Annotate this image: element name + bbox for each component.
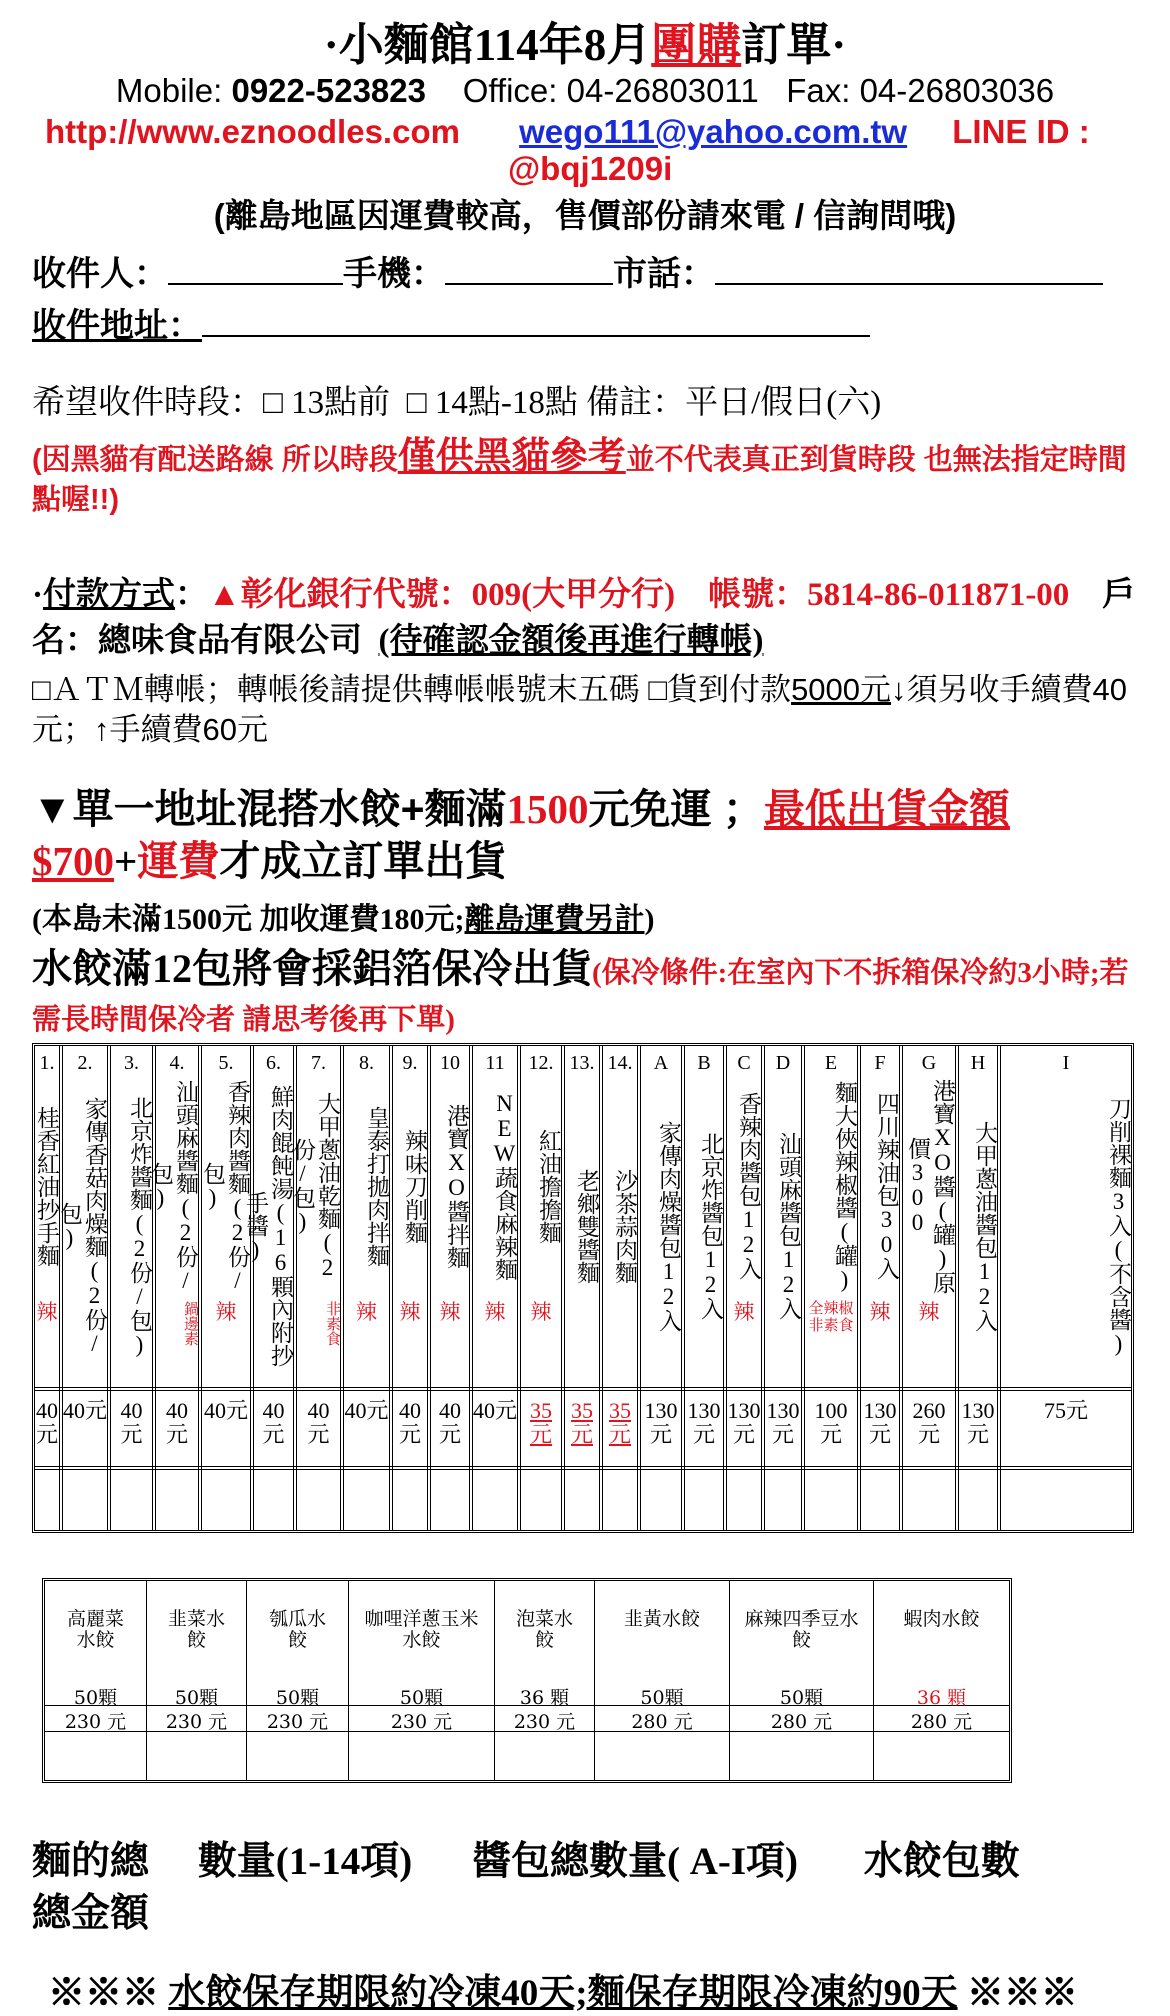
item-price: 40元 — [438, 1398, 461, 1447]
noodle-column — [641, 1046, 685, 1530]
dumpling-price: 230 元 — [513, 1711, 576, 1733]
quantity-cell[interactable] — [344, 1472, 389, 1532]
dumpling-price: 230 元 — [390, 1711, 453, 1733]
dumpling-column — [349, 1581, 495, 1780]
quantity-cell[interactable] — [393, 1472, 427, 1532]
island-fee: (本島未滿1500元 加收運費180元;離島運費另計) — [32, 903, 655, 936]
item-price: 130元 — [766, 1398, 800, 1447]
item-tag: 辣 — [439, 1300, 461, 1324]
recipient-field[interactable] — [168, 253, 343, 285]
item-price: 40元 — [473, 1398, 518, 1423]
dumpling-count: 36 顆 — [916, 1687, 967, 1709]
item-name: 汕頭麻醬麵(2份/包) — [148, 1079, 198, 1293]
quantity-cell[interactable] — [595, 1733, 729, 1781]
item-number: C — [737, 1052, 751, 1074]
item-tag: 全辣椒非素食 — [808, 1301, 854, 1334]
dumpling-column — [730, 1581, 874, 1780]
address-row: 收件地址： — [32, 298, 870, 347]
item-tag: 辣 — [36, 1300, 58, 1324]
page-title: ·小麵館114年8月團購訂單· — [323, 20, 847, 70]
dumpling-column — [247, 1581, 349, 1780]
island-note: (離島地區因運費較高，售價部份請來電 / 信詢問哦) — [213, 197, 957, 234]
item-tag: 辣 — [530, 1300, 552, 1324]
noodle-total-label: 麵的總 數量(1-14項) — [32, 1840, 413, 1883]
item-tag: 辣 — [399, 1300, 421, 1324]
item-price: 130元 — [863, 1398, 897, 1447]
quantity-cell[interactable] — [431, 1472, 469, 1532]
quantity-cell[interactable] — [111, 1472, 152, 1532]
quantity-cell[interactable] — [765, 1472, 801, 1532]
dumpling-count: 50顆 — [275, 1687, 320, 1709]
quantity-cell[interactable] — [349, 1733, 494, 1781]
foil-note: 水餃滿12包將會採鋁箔保冷出貨(保冷條件:在室內下不拆箱保冷約3小時;若需長時間保冷者 請思考後再下單) — [32, 946, 1129, 1036]
atm-info: □ＡＴＭ轉帳；轉帳後請提供轉帳帳號末五碼 □貨到付款5000元↓須另收手續費40元；↑手續費60元 — [32, 672, 1128, 747]
item-price: 35元 — [529, 1398, 552, 1447]
noodle-column — [903, 1046, 959, 1530]
quantity-cell[interactable] — [730, 1733, 873, 1781]
quantity-cell[interactable] — [45, 1733, 146, 1781]
item-price: 35元 — [608, 1398, 631, 1447]
item-name: 老鄉雙醬麵 — [574, 1168, 599, 1284]
item-name: NEW蔬食麻辣麵 — [492, 1091, 517, 1281]
item-price: 130元 — [727, 1398, 761, 1447]
item-number: 1. — [39, 1052, 55, 1074]
noodle-column — [565, 1046, 603, 1530]
dumpling-order-table — [42, 1578, 1012, 1783]
contact-line: Mobile: 0922-523823 Office: 04-26803011 Fax: 04-26803036 — [115, 72, 1055, 109]
item-price: 40元 — [35, 1398, 58, 1447]
blackcat-note: (因黑貓有配送路線 所以時段僅供黑貓參考並不代表真正到貨時段 也無法指定時間點喔!!) — [32, 436, 1127, 516]
quantity-cell[interactable] — [1001, 1472, 1131, 1532]
noodle-column — [603, 1046, 641, 1530]
dumpling-name: 韭黃水餃 — [623, 1608, 700, 1630]
noodle-column — [393, 1046, 431, 1530]
item-name: 四川辣油包30入 — [874, 1092, 899, 1280]
totals-row — [32, 1830, 1020, 1886]
item-name: 港寶XO醬拌麵 — [444, 1103, 469, 1269]
time-row: 希望收件時段：□ 13點前 □ 14點-18點 備註：平日/假日(六) — [32, 385, 882, 421]
item-number: G — [921, 1052, 937, 1074]
dumpling-count: 50顆 — [174, 1687, 219, 1709]
noodle-order-table — [32, 1043, 1134, 1533]
dumpling-name: 泡菜水餃 — [515, 1608, 573, 1651]
quantity-cell[interactable] — [297, 1472, 340, 1532]
item-number: 4. — [169, 1052, 185, 1074]
dumpling-name: 瓠瓜水餃 — [268, 1608, 326, 1651]
item-price: 40元 — [398, 1398, 421, 1447]
noodle-column — [290, 1046, 344, 1530]
item-price: 75元 — [1043, 1398, 1088, 1423]
dumpling-column — [874, 1581, 1009, 1780]
quantity-cell[interactable] — [254, 1472, 293, 1532]
sauce-total-label: 醬包總數量( A-I項) — [471, 1840, 799, 1883]
quantity-cell[interactable] — [874, 1733, 1009, 1781]
item-number: E — [824, 1052, 838, 1074]
shipping-rule: ▼單一地址混搭水餃+麵滿1500元免運 ；最低出貨金額$700+運費才成立訂單出貨 — [32, 786, 1010, 884]
dumpling-price: 230 元 — [266, 1711, 329, 1733]
quantity-cell[interactable] — [727, 1472, 761, 1532]
payment-info: ·付款方式：▲彰化銀行代號：009(大甲分行) 帳號：5814-86-011871-00 戶名：總味食品有限公司 (待確認金額後再進行轉帳) — [32, 577, 1136, 659]
noodle-column — [727, 1046, 765, 1530]
noodle-column — [473, 1046, 521, 1530]
quantity-cell[interactable] — [565, 1472, 599, 1532]
item-tag: 辣 — [869, 1300, 891, 1324]
quantity-cell[interactable] — [521, 1472, 561, 1532]
quantity-cell[interactable] — [63, 1472, 107, 1532]
item-number: 5. — [218, 1052, 234, 1074]
item-number: 12. — [528, 1052, 554, 1074]
item-price: 100元 — [814, 1398, 848, 1447]
item-name: 辣味刀削麵 — [402, 1128, 427, 1244]
dumpling-column — [495, 1581, 595, 1780]
noodle-column — [685, 1046, 727, 1530]
noodle-column — [35, 1046, 63, 1530]
email-link[interactable]: wego111@yahoo.com.tw — [519, 113, 908, 150]
item-price: 260元 — [912, 1398, 946, 1447]
address-field[interactable] — [202, 305, 870, 337]
dumpling-count: 50顆 — [779, 1687, 824, 1709]
item-number: 3. — [124, 1052, 139, 1074]
quantity-cell[interactable] — [603, 1472, 637, 1532]
dumpling-price: 230 元 — [64, 1711, 127, 1733]
item-tag: 辣 — [215, 1300, 237, 1324]
dumpling-price: 280 元 — [910, 1711, 973, 1733]
time-option-14-18[interactable]: □ 14點-18點 — [406, 385, 578, 421]
item-name: 汕頭麻醬包12入 — [776, 1132, 801, 1320]
item-number: 6. — [266, 1052, 281, 1074]
item-number: 9. — [402, 1052, 418, 1074]
website-link[interactable]: http://www.eznoodles.com — [45, 113, 460, 150]
item-tag: 辣 — [484, 1300, 506, 1324]
noodle-column — [202, 1046, 254, 1530]
noodle-column — [861, 1046, 903, 1530]
dumpling-name: 麻辣四季豆水餃 — [744, 1608, 859, 1651]
dumpling-count: 36 顆 — [519, 1687, 570, 1709]
item-number: H — [970, 1052, 986, 1074]
item-name: 紅油擔擔麵 — [536, 1128, 561, 1244]
dumpling-column — [45, 1581, 147, 1780]
item-name: 麵大俠辣椒醬(罐) — [832, 1080, 857, 1292]
dumpling-count: 50顆 — [73, 1687, 118, 1709]
quantity-cell[interactable] — [473, 1472, 517, 1532]
item-name: 北京炸醬包12入 — [698, 1132, 723, 1320]
item-price: 40元 — [203, 1398, 248, 1423]
phone-field[interactable] — [445, 253, 613, 285]
item-name: 家傳肉燥醬包12入 — [656, 1120, 681, 1332]
quantity-cell[interactable] — [861, 1472, 899, 1532]
dumpling-column — [147, 1581, 247, 1780]
dumpling-name: 咖哩洋蔥玉米水餃 — [364, 1608, 479, 1651]
dumpling-column — [595, 1581, 730, 1780]
dumpling-price: 280 元 — [770, 1711, 833, 1733]
item-name: 刀削裸麵3入(不含醬) — [1106, 1096, 1131, 1356]
item-number: D — [775, 1052, 791, 1074]
dumpling-count: 50顆 — [399, 1687, 444, 1709]
dumpling-total-label: 水餃包數 — [863, 1840, 1020, 1883]
noodle-column — [111, 1046, 156, 1530]
dumpling-name: 韭菜水餃 — [167, 1608, 225, 1651]
item-number: 13. — [569, 1052, 595, 1074]
item-price: 40元 — [165, 1398, 188, 1447]
grand-total-label: 總金額 — [32, 1892, 150, 1935]
item-name: 沙茶蒜肉麵 — [612, 1168, 637, 1284]
item-name: 香辣肉醬麵(2份/包) — [200, 1079, 250, 1293]
dumpling-name: 蝦肉水餃 — [903, 1608, 980, 1630]
item-number: I — [1062, 1052, 1070, 1074]
dumpling-count: 50顆 — [640, 1687, 684, 1709]
item-price: 40元 — [63, 1398, 108, 1423]
item-price: 40元 — [344, 1398, 389, 1423]
quantity-cell[interactable] — [202, 1472, 250, 1532]
noodle-column — [344, 1046, 393, 1530]
item-tag: 辣 — [733, 1300, 755, 1324]
quantity-cell[interactable] — [903, 1472, 955, 1532]
item-number: 11 — [485, 1052, 505, 1074]
item-price: 130元 — [644, 1398, 678, 1447]
item-price: 40元 — [120, 1398, 143, 1447]
item-price: 40元 — [262, 1398, 285, 1447]
item-tag: 辣 — [356, 1300, 377, 1324]
item-price: 40元 — [307, 1398, 330, 1447]
item-tag: 辣 — [918, 1300, 940, 1324]
item-name: 港寶XO醬(罐)原價300 — [905, 1078, 955, 1294]
noodle-column — [57, 1046, 111, 1530]
noodle-column — [521, 1046, 565, 1530]
recipient-row: 收件人： 手機： 市話： — [32, 246, 1103, 295]
item-name: 鮮肉餛飩湯(16顆內附抄手醬) — [243, 1085, 293, 1367]
quantity-cell[interactable] — [685, 1472, 723, 1532]
noodle-column — [765, 1046, 805, 1530]
item-number: 8. — [359, 1052, 374, 1074]
item-name: 北京炸醬麵(2份/包) — [127, 1095, 152, 1357]
noodle-column — [431, 1046, 473, 1530]
item-number: A — [653, 1052, 669, 1074]
quantity-cell[interactable] — [156, 1472, 198, 1532]
time-option-before-13[interactable]: □ 13點前 — [263, 385, 391, 421]
quantity-cell[interactable] — [959, 1472, 997, 1532]
line-id: @bqj1209i — [508, 150, 673, 187]
item-name: 桂香紅油抄手麵 — [34, 1105, 59, 1267]
noodle-column — [1001, 1046, 1131, 1530]
quantity-cell[interactable] — [495, 1733, 594, 1781]
item-name: 皇泰打拋肉拌麵 — [364, 1105, 389, 1267]
item-price: 130元 — [961, 1398, 995, 1447]
item-number: 14. — [607, 1052, 633, 1074]
quantity-cell[interactable] — [147, 1733, 246, 1781]
item-number: 7. — [311, 1052, 326, 1074]
dumpling-price: 280 元 — [631, 1711, 693, 1733]
item-name: 大甲蔥油乾麵(2份/包) — [290, 1092, 340, 1280]
item-tag: 鍋邊素 — [182, 1301, 198, 1346]
item-number: 10 — [440, 1052, 460, 1074]
quantity-cell[interactable] — [35, 1472, 59, 1532]
item-tag: 非素食 — [324, 1301, 340, 1346]
dumpling-name: 高麗菜水餃 — [66, 1608, 124, 1651]
dumpling-price: 230 元 — [165, 1711, 228, 1733]
noodle-column — [148, 1046, 202, 1530]
quantity-cell[interactable] — [641, 1472, 681, 1532]
item-price: 35元 — [570, 1398, 593, 1447]
web-line: http://www.eznoodles.com wego111@yahoo.com.tw LINE ID : — [45, 113, 1090, 150]
item-number: B — [697, 1052, 711, 1074]
quantity-cell[interactable] — [247, 1733, 348, 1781]
quantity-cell[interactable] — [805, 1472, 857, 1532]
noodle-column — [959, 1046, 1001, 1530]
item-price: 130元 — [687, 1398, 721, 1447]
item-name: 大甲蔥油醬包12入 — [972, 1120, 997, 1332]
noodle-column — [243, 1046, 297, 1530]
item-number: 2. — [77, 1052, 93, 1074]
storage-note: ※※※ 水餃保存期限約冷凍40天;麵保存期限冷凍約90天 ※※※ — [48, 1973, 1078, 2014]
landline-field[interactable] — [715, 253, 1103, 285]
item-name: 家傳香菇肉燥麵(2份/包) — [57, 1096, 107, 1356]
item-name: 香辣肉醬包12入 — [736, 1092, 761, 1280]
item-number: F — [874, 1052, 886, 1074]
noodle-column — [805, 1046, 861, 1530]
